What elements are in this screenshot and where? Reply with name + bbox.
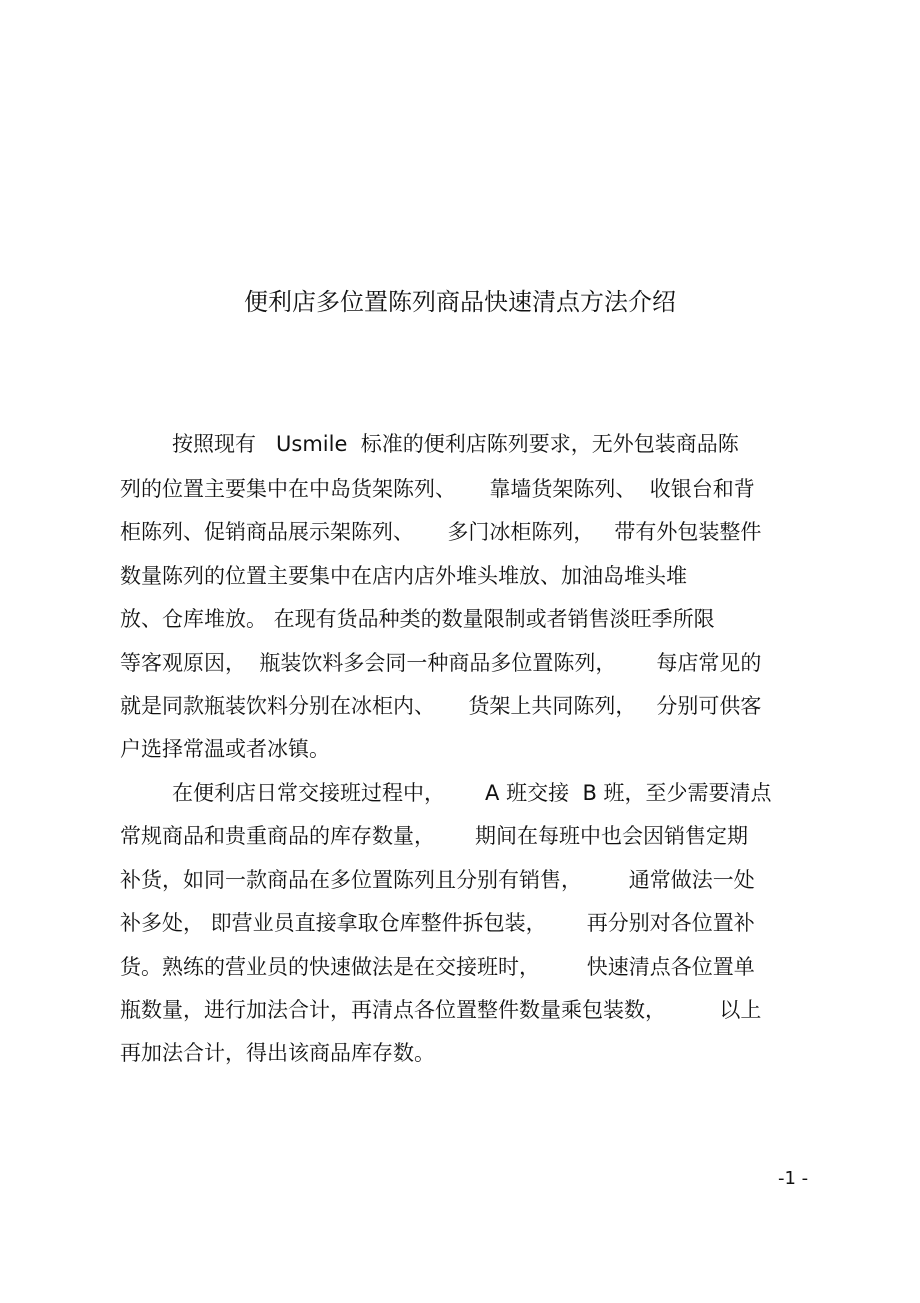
page-number: -1 -: [778, 1168, 809, 1189]
text-line: 货。熟练的营业员的快速做法是在交接班时， 快速清点各位置单: [120, 955, 755, 979]
text-line: 按照现有 Usmile 标准的便利店陈列要求，无外包装商品陈: [172, 432, 739, 456]
text-line: 数量陈列的位置主要集中在店内店外堆头堆放、加油岛堆头堆: [120, 564, 687, 588]
text-line: 在便利店日常交接班过程中， A 班交接 B 班，至少需要清点: [172, 781, 772, 805]
text-line: 再加法合计，得出该商品库存数。: [120, 1041, 435, 1065]
text-line: 就是同款瓶装饮料分别在冰柜内、 货架上共同陈列， 分别可供客: [120, 694, 762, 718]
text-line: 柜陈列、促销商品展示架陈列、 多门冰柜陈列， 带有外包装整件: [120, 520, 762, 544]
text-line: 补货，如同一款商品在多位置陈列且分别有销售， 通常做法一处: [120, 868, 755, 892]
text-line: 户选择常温或者冰镇。: [120, 737, 330, 761]
text-line: 瓶数量，进行加法合计，再清点各位置整件数量乘包装数， 以上: [120, 998, 762, 1022]
text-line: 列的位置主要集中在中岛货架陈列、 靠墙货架陈列、 收银台和背: [120, 477, 755, 501]
text-line: 补多处， 即营业员直接拿取仓库整件拆包装， 再分别对各位置补: [120, 911, 755, 935]
text-line: 放、仓库堆放。 在现有货品种类的数量限制或者销售淡旺季所限: [120, 607, 715, 631]
document-title: 便利店多位置陈列商品快速清点方法介绍: [244, 288, 676, 316]
text-line: 常规商品和贵重商品的库存数量， 期间在每班中也会因销售定期: [120, 824, 749, 848]
text-line: 等客观原因， 瓶装饮料多会同一种商品多位置陈列， 每店常见的: [120, 651, 762, 675]
